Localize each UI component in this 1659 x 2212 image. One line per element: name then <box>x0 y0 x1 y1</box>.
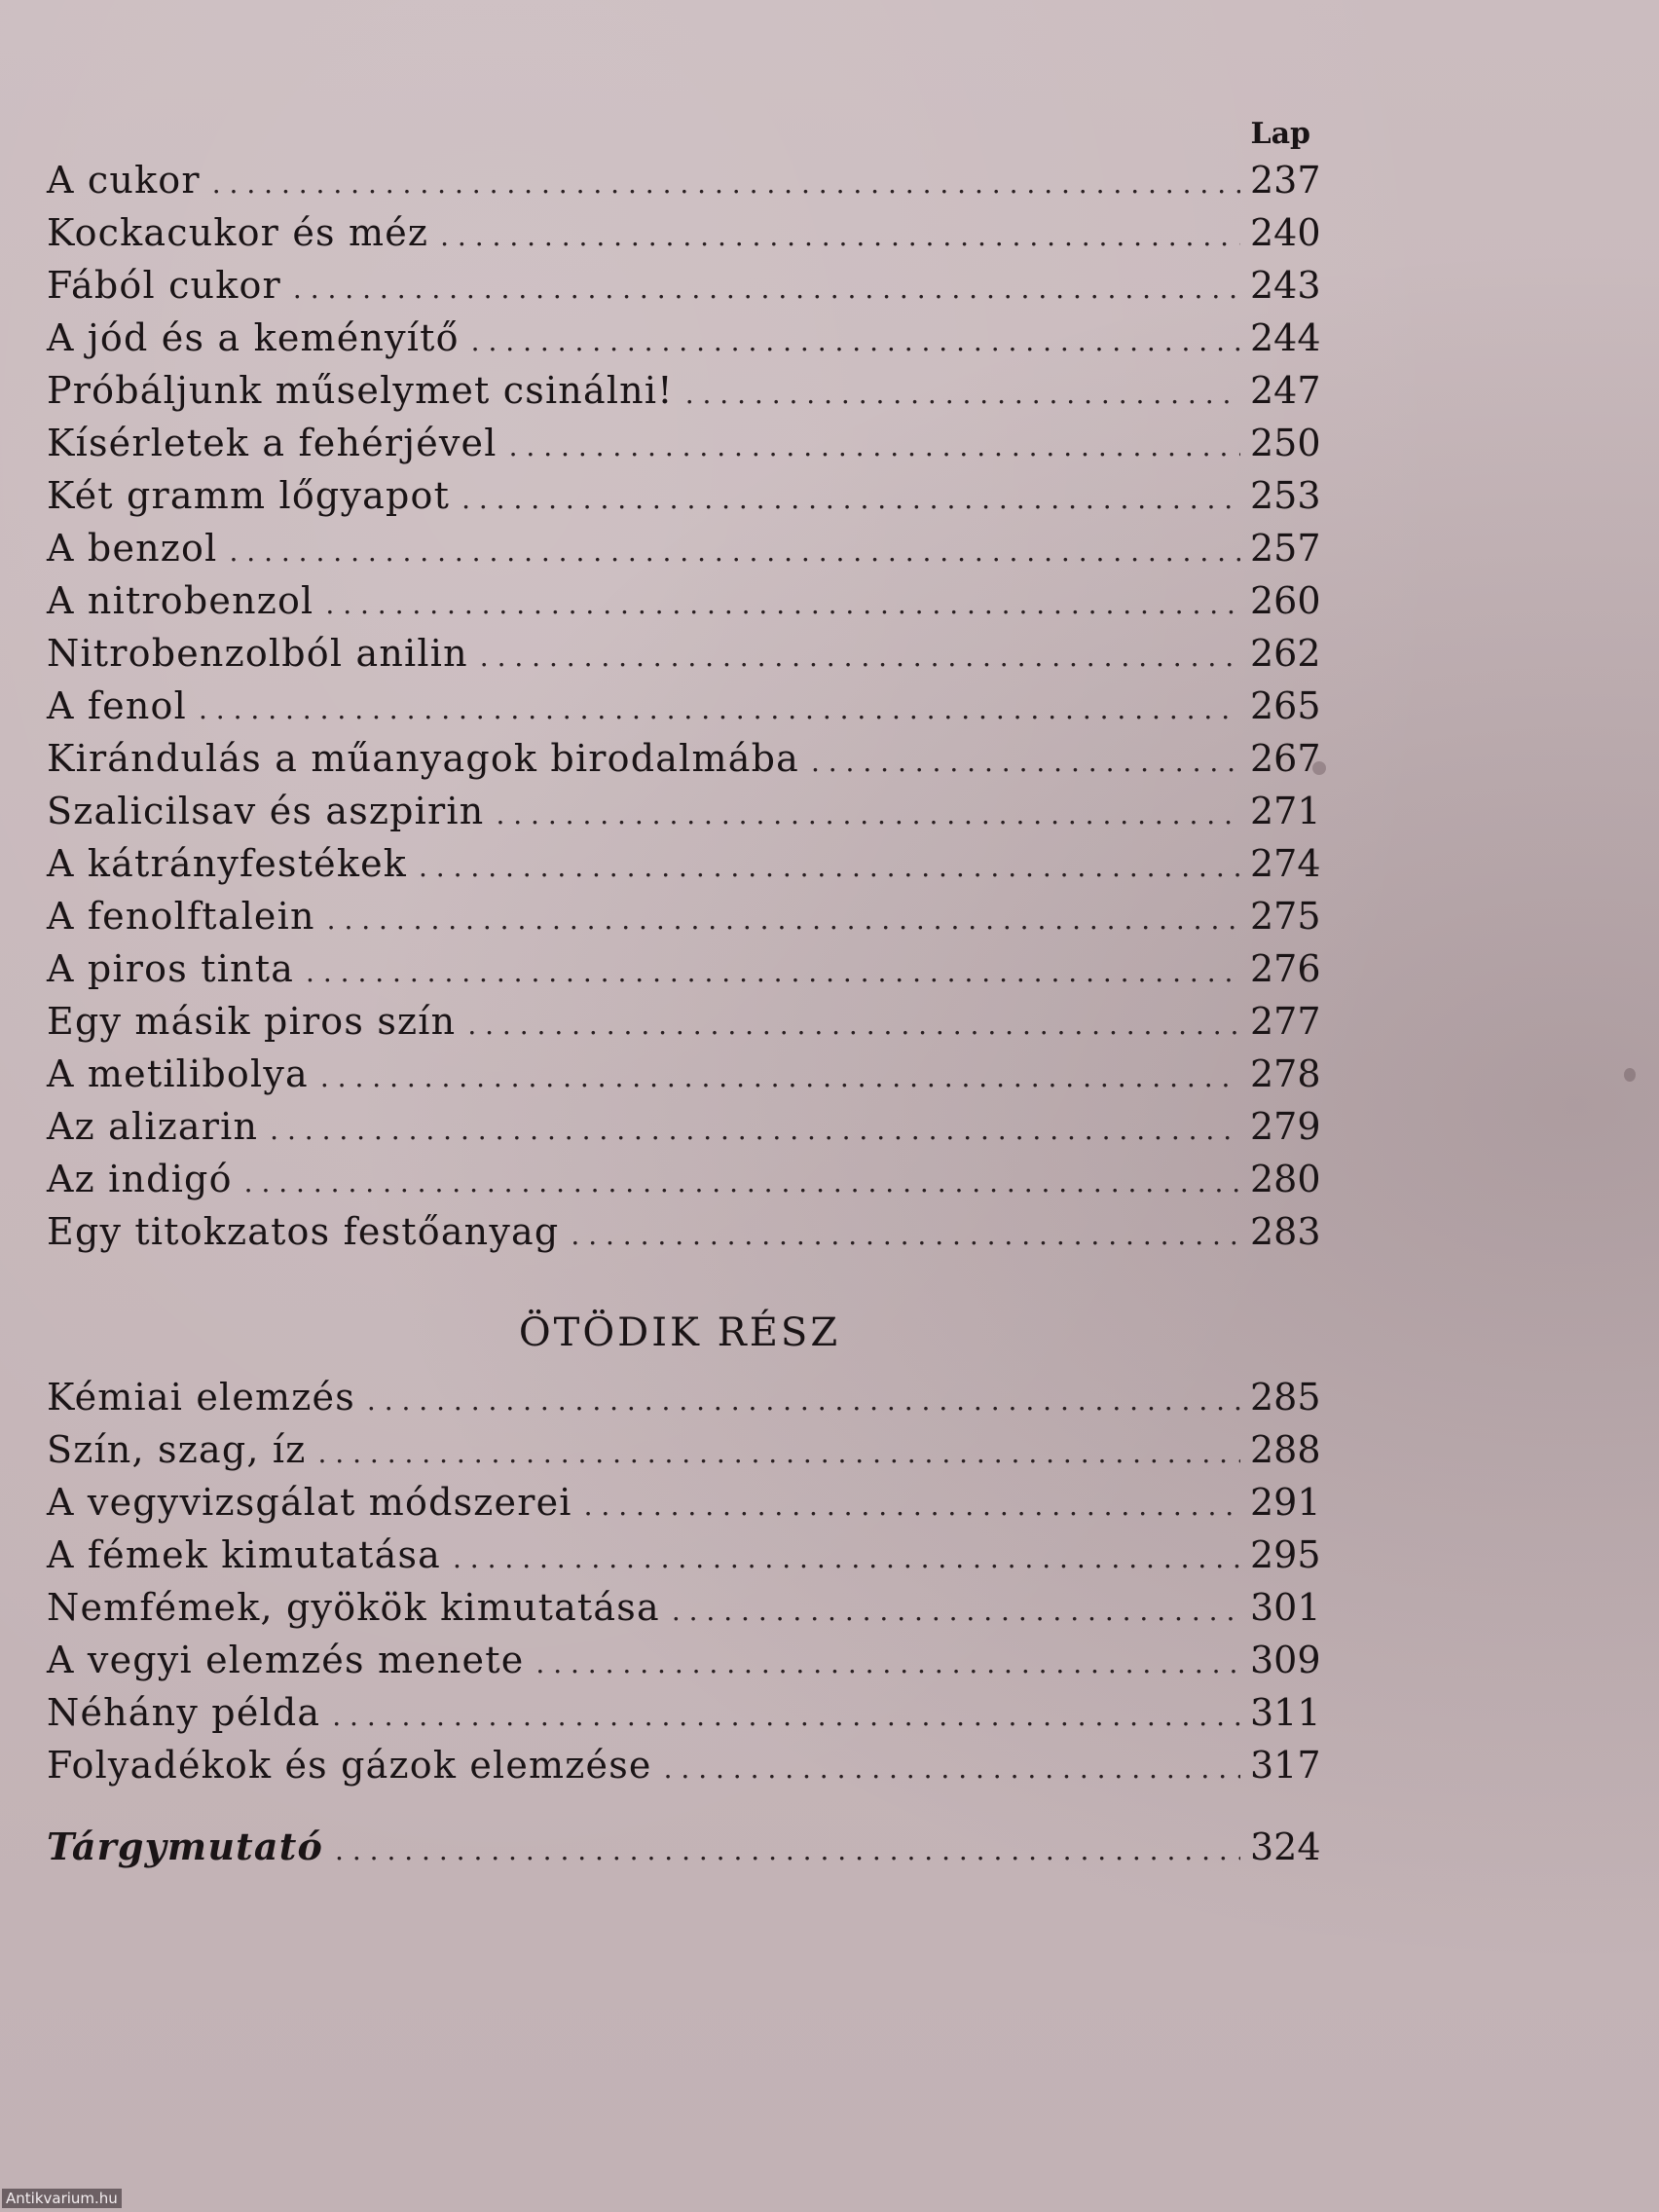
entry-page-number: 243 <box>1250 264 1321 307</box>
entry-page-number: 262 <box>1250 632 1321 675</box>
toc-entry <box>47 890 1321 942</box>
entry-title: Egy titokzatos festőanyag <box>47 1210 560 1253</box>
section-entry-list <box>47 1371 1321 1791</box>
entry-title: A vegyi elemzés menete <box>47 1639 525 1681</box>
entry-page-number: 309 <box>1250 1639 1321 1681</box>
toc-entry <box>47 364 1321 417</box>
toc-entry <box>47 1476 1321 1529</box>
dot-leader <box>685 368 1240 421</box>
toc-entry <box>47 680 1321 732</box>
toc-entry <box>47 206 1321 259</box>
entry-title: A fémek kimutatása <box>47 1533 441 1576</box>
index-title: Tárgymutató <box>47 1825 324 1868</box>
entry-page-number: 271 <box>1250 790 1321 832</box>
entry-title: A metilibolya <box>47 1052 309 1095</box>
entry-page-number: 301 <box>1250 1586 1321 1629</box>
entry-title: Kockacukor és méz <box>47 211 429 254</box>
toc-entry <box>47 1048 1321 1100</box>
entry-title: Szalicilsav és aszpirin <box>47 790 485 832</box>
toc-entry <box>47 627 1321 680</box>
entry-page-number: 274 <box>1250 842 1321 885</box>
dot-leader <box>335 1825 1240 1877</box>
toc-entry <box>47 417 1321 469</box>
dot-leader <box>453 1532 1240 1585</box>
entry-title: Néhány példa <box>47 1691 321 1734</box>
dot-leader <box>584 1480 1240 1532</box>
dot-leader <box>811 736 1240 789</box>
entry-page-number: 265 <box>1250 684 1321 727</box>
dot-leader <box>467 999 1240 1051</box>
dot-leader <box>535 1638 1240 1690</box>
page-column-header: Lap <box>1250 117 1310 151</box>
dot-leader <box>229 526 1240 578</box>
entry-page-number: 240 <box>1250 211 1321 254</box>
toc-entry <box>47 154 1321 206</box>
entry-page-number: 285 <box>1250 1376 1321 1419</box>
entry-title: A fenol <box>47 684 187 727</box>
toc-entry <box>47 522 1321 574</box>
entry-page-number: 267 <box>1250 737 1321 780</box>
dot-leader <box>496 789 1240 841</box>
toc-entry <box>47 574 1321 627</box>
entry-title: Fából cukor <box>47 264 281 307</box>
section-heading: ÖTÖDIK RÉSZ <box>518 1310 841 1355</box>
entry-title: A nitrobenzol <box>47 579 314 622</box>
table-of-contents <box>47 115 1321 1873</box>
entry-title: A kátrányfestékek <box>47 842 407 885</box>
toc-entry <box>47 1205 1321 1258</box>
toc-entry <box>47 1739 1321 1791</box>
dot-leader <box>419 841 1240 894</box>
toc-entry <box>47 1581 1321 1634</box>
entry-title: A jód és a keményítő <box>47 316 460 359</box>
dot-leader <box>461 473 1240 526</box>
toc-entry <box>47 837 1321 890</box>
entry-page-number: 244 <box>1250 316 1321 359</box>
entry-page-number: 277 <box>1250 1000 1321 1043</box>
dot-leader <box>244 1157 1240 1209</box>
entry-title: A vegyvizsgálat módszerei <box>47 1481 572 1524</box>
entry-page-number: 288 <box>1250 1428 1321 1471</box>
entry-page-number: 279 <box>1250 1105 1321 1148</box>
dot-leader <box>367 1375 1240 1427</box>
entry-title: Kémiai elemzés <box>47 1376 355 1419</box>
toc-entry <box>47 1686 1321 1739</box>
toc-entry <box>47 1529 1321 1581</box>
paper-stain <box>1312 761 1326 775</box>
entry-title: Próbáljunk műselymet csinálni! <box>47 369 674 412</box>
dot-leader <box>509 421 1240 473</box>
dot-leader <box>440 210 1240 263</box>
entry-page-number: 311 <box>1250 1691 1321 1734</box>
entry-page-number: 291 <box>1250 1481 1321 1524</box>
entry-page-number: 247 <box>1250 369 1321 412</box>
toc-entry <box>47 1423 1321 1476</box>
entry-title: Az alizarin <box>47 1105 259 1148</box>
toc-entry-list <box>47 154 1321 1258</box>
dot-leader <box>672 1585 1240 1638</box>
toc-entry <box>47 1100 1321 1153</box>
toc-entry <box>47 312 1321 364</box>
entry-title: A benzol <box>47 527 218 570</box>
dot-leader <box>480 631 1240 683</box>
entry-page-number: 250 <box>1250 422 1321 464</box>
entry-page-number: 317 <box>1250 1744 1321 1787</box>
toc-entry <box>47 1371 1321 1423</box>
index-entry <box>47 1821 1321 1873</box>
entry-title: A fenolftalein <box>47 895 315 938</box>
dot-leader <box>306 946 1240 999</box>
dot-leader <box>199 683 1240 736</box>
entry-title: Folyadékok és gázok elemzése <box>47 1744 652 1787</box>
entry-page-number: 260 <box>1250 579 1321 622</box>
toc-entry <box>47 732 1321 785</box>
entry-title: Nemfémek, gyökök kimutatása <box>47 1586 660 1629</box>
dot-leader <box>664 1743 1240 1795</box>
dot-leader <box>317 1427 1240 1480</box>
dot-leader <box>327 894 1240 946</box>
entry-page-number: 275 <box>1250 895 1321 938</box>
entry-page-number: 280 <box>1250 1158 1321 1200</box>
entry-page-number: 278 <box>1250 1052 1321 1095</box>
entry-title: A piros tinta <box>47 947 295 990</box>
entry-title: A cukor <box>47 159 201 202</box>
dot-leader <box>325 578 1240 631</box>
entry-title: Az indigó <box>47 1158 233 1200</box>
toc-entry <box>47 1634 1321 1686</box>
entry-title: Szín, szag, íz <box>47 1428 307 1471</box>
entry-page-number: 276 <box>1250 947 1321 990</box>
toc-entry <box>47 469 1321 522</box>
toc-entry <box>47 785 1321 837</box>
toc-entry <box>47 995 1321 1048</box>
paper-stain <box>1624 1068 1636 1082</box>
dot-leader <box>471 315 1240 368</box>
dot-leader <box>571 1209 1240 1262</box>
entry-title: Egy másik piros szín <box>47 1000 457 1043</box>
entry-title: Két gramm lőgyapot <box>47 474 451 517</box>
toc-entry <box>47 1153 1321 1205</box>
entry-page-number: 283 <box>1250 1210 1321 1253</box>
toc-entry <box>47 942 1321 995</box>
entry-title: Nitrobenzolból anilin <box>47 632 468 675</box>
entry-page-number: 295 <box>1250 1533 1321 1576</box>
entry-page-number: 257 <box>1250 527 1321 570</box>
dot-leader <box>293 263 1240 315</box>
entry-title: Kirándulás a műanyagok birodalmába <box>47 737 799 780</box>
index-page-number: 324 <box>1250 1825 1321 1868</box>
toc-entry <box>47 259 1321 312</box>
dot-leader <box>332 1690 1240 1743</box>
entry-page-number: 253 <box>1250 474 1321 517</box>
entry-title: Kísérletek a fehérjével <box>47 422 498 464</box>
entry-page-number: 237 <box>1250 159 1321 202</box>
dot-leader <box>212 158 1240 210</box>
watermark: Antikvarium.hu <box>2 2189 122 2208</box>
dot-leader <box>320 1051 1240 1104</box>
dot-leader <box>270 1104 1240 1157</box>
